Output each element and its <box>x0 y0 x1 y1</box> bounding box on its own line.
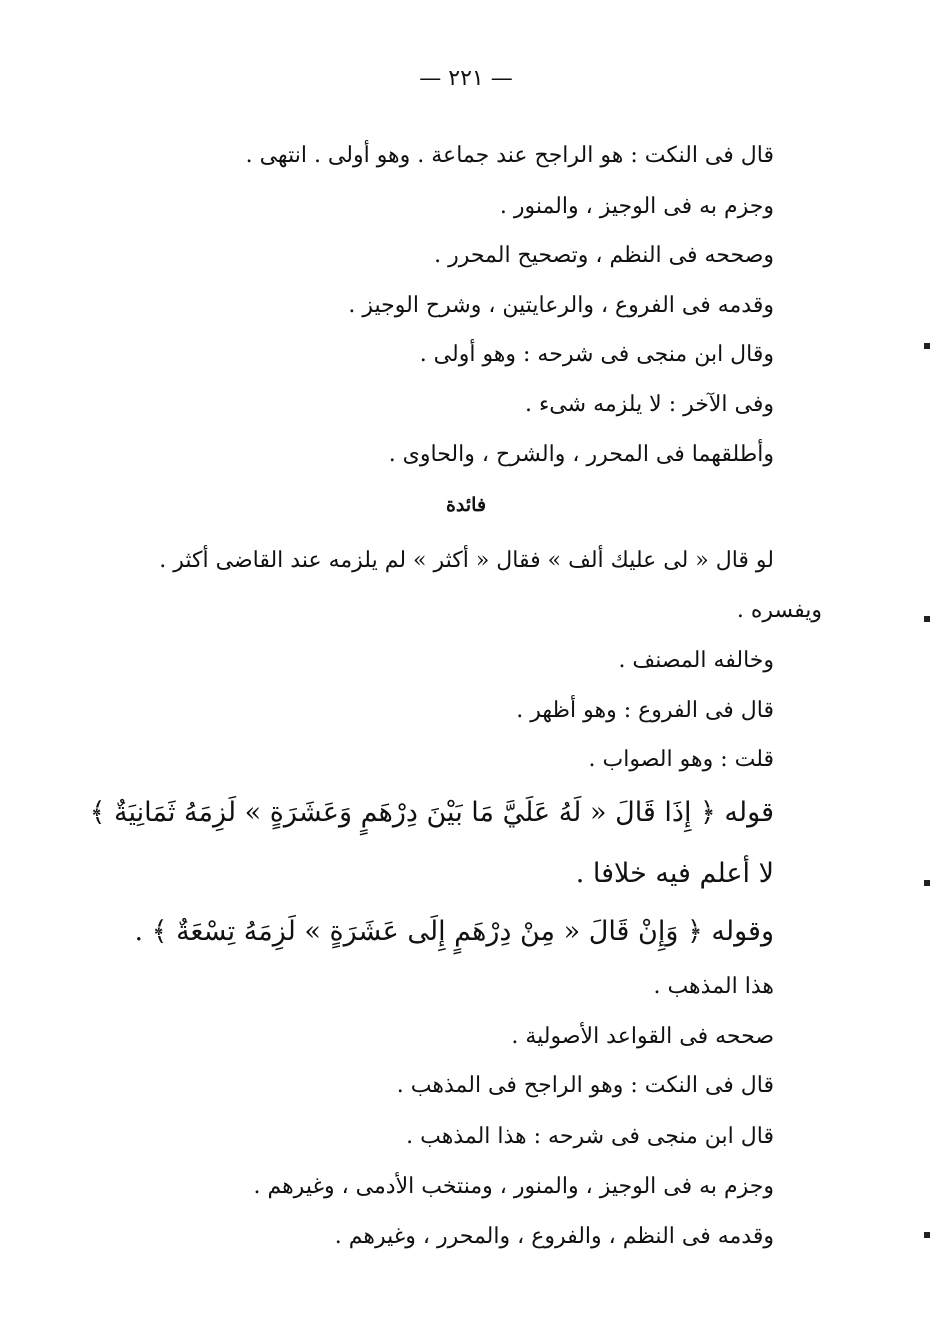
scan-edge-mark <box>924 343 930 349</box>
text-line: صححه فى القواعد الأصولية . <box>511 1024 774 1049</box>
text-line: قال فى النكت : وهو الراجح فى المذهب . <box>396 1073 774 1098</box>
text-line: وفى الآخر : لا يلزمه شىء . <box>524 392 774 417</box>
text-line: قال ابن منجى فى شرحه : هذا المذهب . <box>406 1124 774 1149</box>
scan-edge-mark <box>924 1232 930 1238</box>
text-line: وقدمه فى النظم ، والفروع ، والمحرر ، وغيرهم . <box>334 1224 774 1249</box>
page-number: — ٢٢١ — <box>419 66 513 91</box>
text-line: لو قال « لى عليك ألف » فقال « أكثر » لم يلزمه عند القاضى أكثر . <box>159 548 774 573</box>
section-heading: فائدة <box>445 494 487 516</box>
text-line: وخالفه المصنف . <box>618 648 774 673</box>
text-line: قال فى النكت : هو الراجح عند جماعة . وهو أولى . انتهى . <box>245 143 774 168</box>
text-line: وأطلقهما فى المحرر ، والشرح ، والحاوى . <box>388 442 774 467</box>
text-line: قال فى الفروع : وهو أظهر . <box>516 698 774 723</box>
text-line: قلت : وهو الصواب . <box>588 747 774 772</box>
text-line: وجزم به فى الوجيز ، والمنور ، ومنتخب الأدمى ، وغيرهم . <box>253 1174 774 1199</box>
text-line: وجزم به فى الوجيز ، والمنور . <box>499 194 774 219</box>
text-line: وصححه فى النظم ، وتصحيح المحرر . <box>434 243 774 268</box>
text-line: هذا المذهب . <box>653 974 774 999</box>
text-line: لا أعلم فيه خلافا . <box>575 858 774 889</box>
scan-edge-mark <box>924 616 930 622</box>
text-line: وقدمه فى الفروع ، والرعايتين ، وشرح الوجيز . <box>348 293 774 318</box>
quoted-matn-line: قوله ﴿ إِذَا قَالَ « لَهُ عَلَيَّ مَا بَيْنَ دِرْهَمٍ وَعَشَرَةٍ » لَزِمَهُ ثَمَانِيَةٌ ﴾ <box>89 797 774 828</box>
quoted-matn-line: وقوله ﴿ وَإِنْ قَالَ « مِنْ دِرْهَمٍ إِلَى عَشَرَةٍ » لَزِمَهُ تِسْعَةٌ ﴾ . <box>134 916 774 947</box>
text-line: وقال ابن منجى فى شرحه : وهو أولى . <box>419 342 774 367</box>
text-line: ويفسره . <box>736 598 822 623</box>
scan-edge-mark <box>924 880 930 886</box>
